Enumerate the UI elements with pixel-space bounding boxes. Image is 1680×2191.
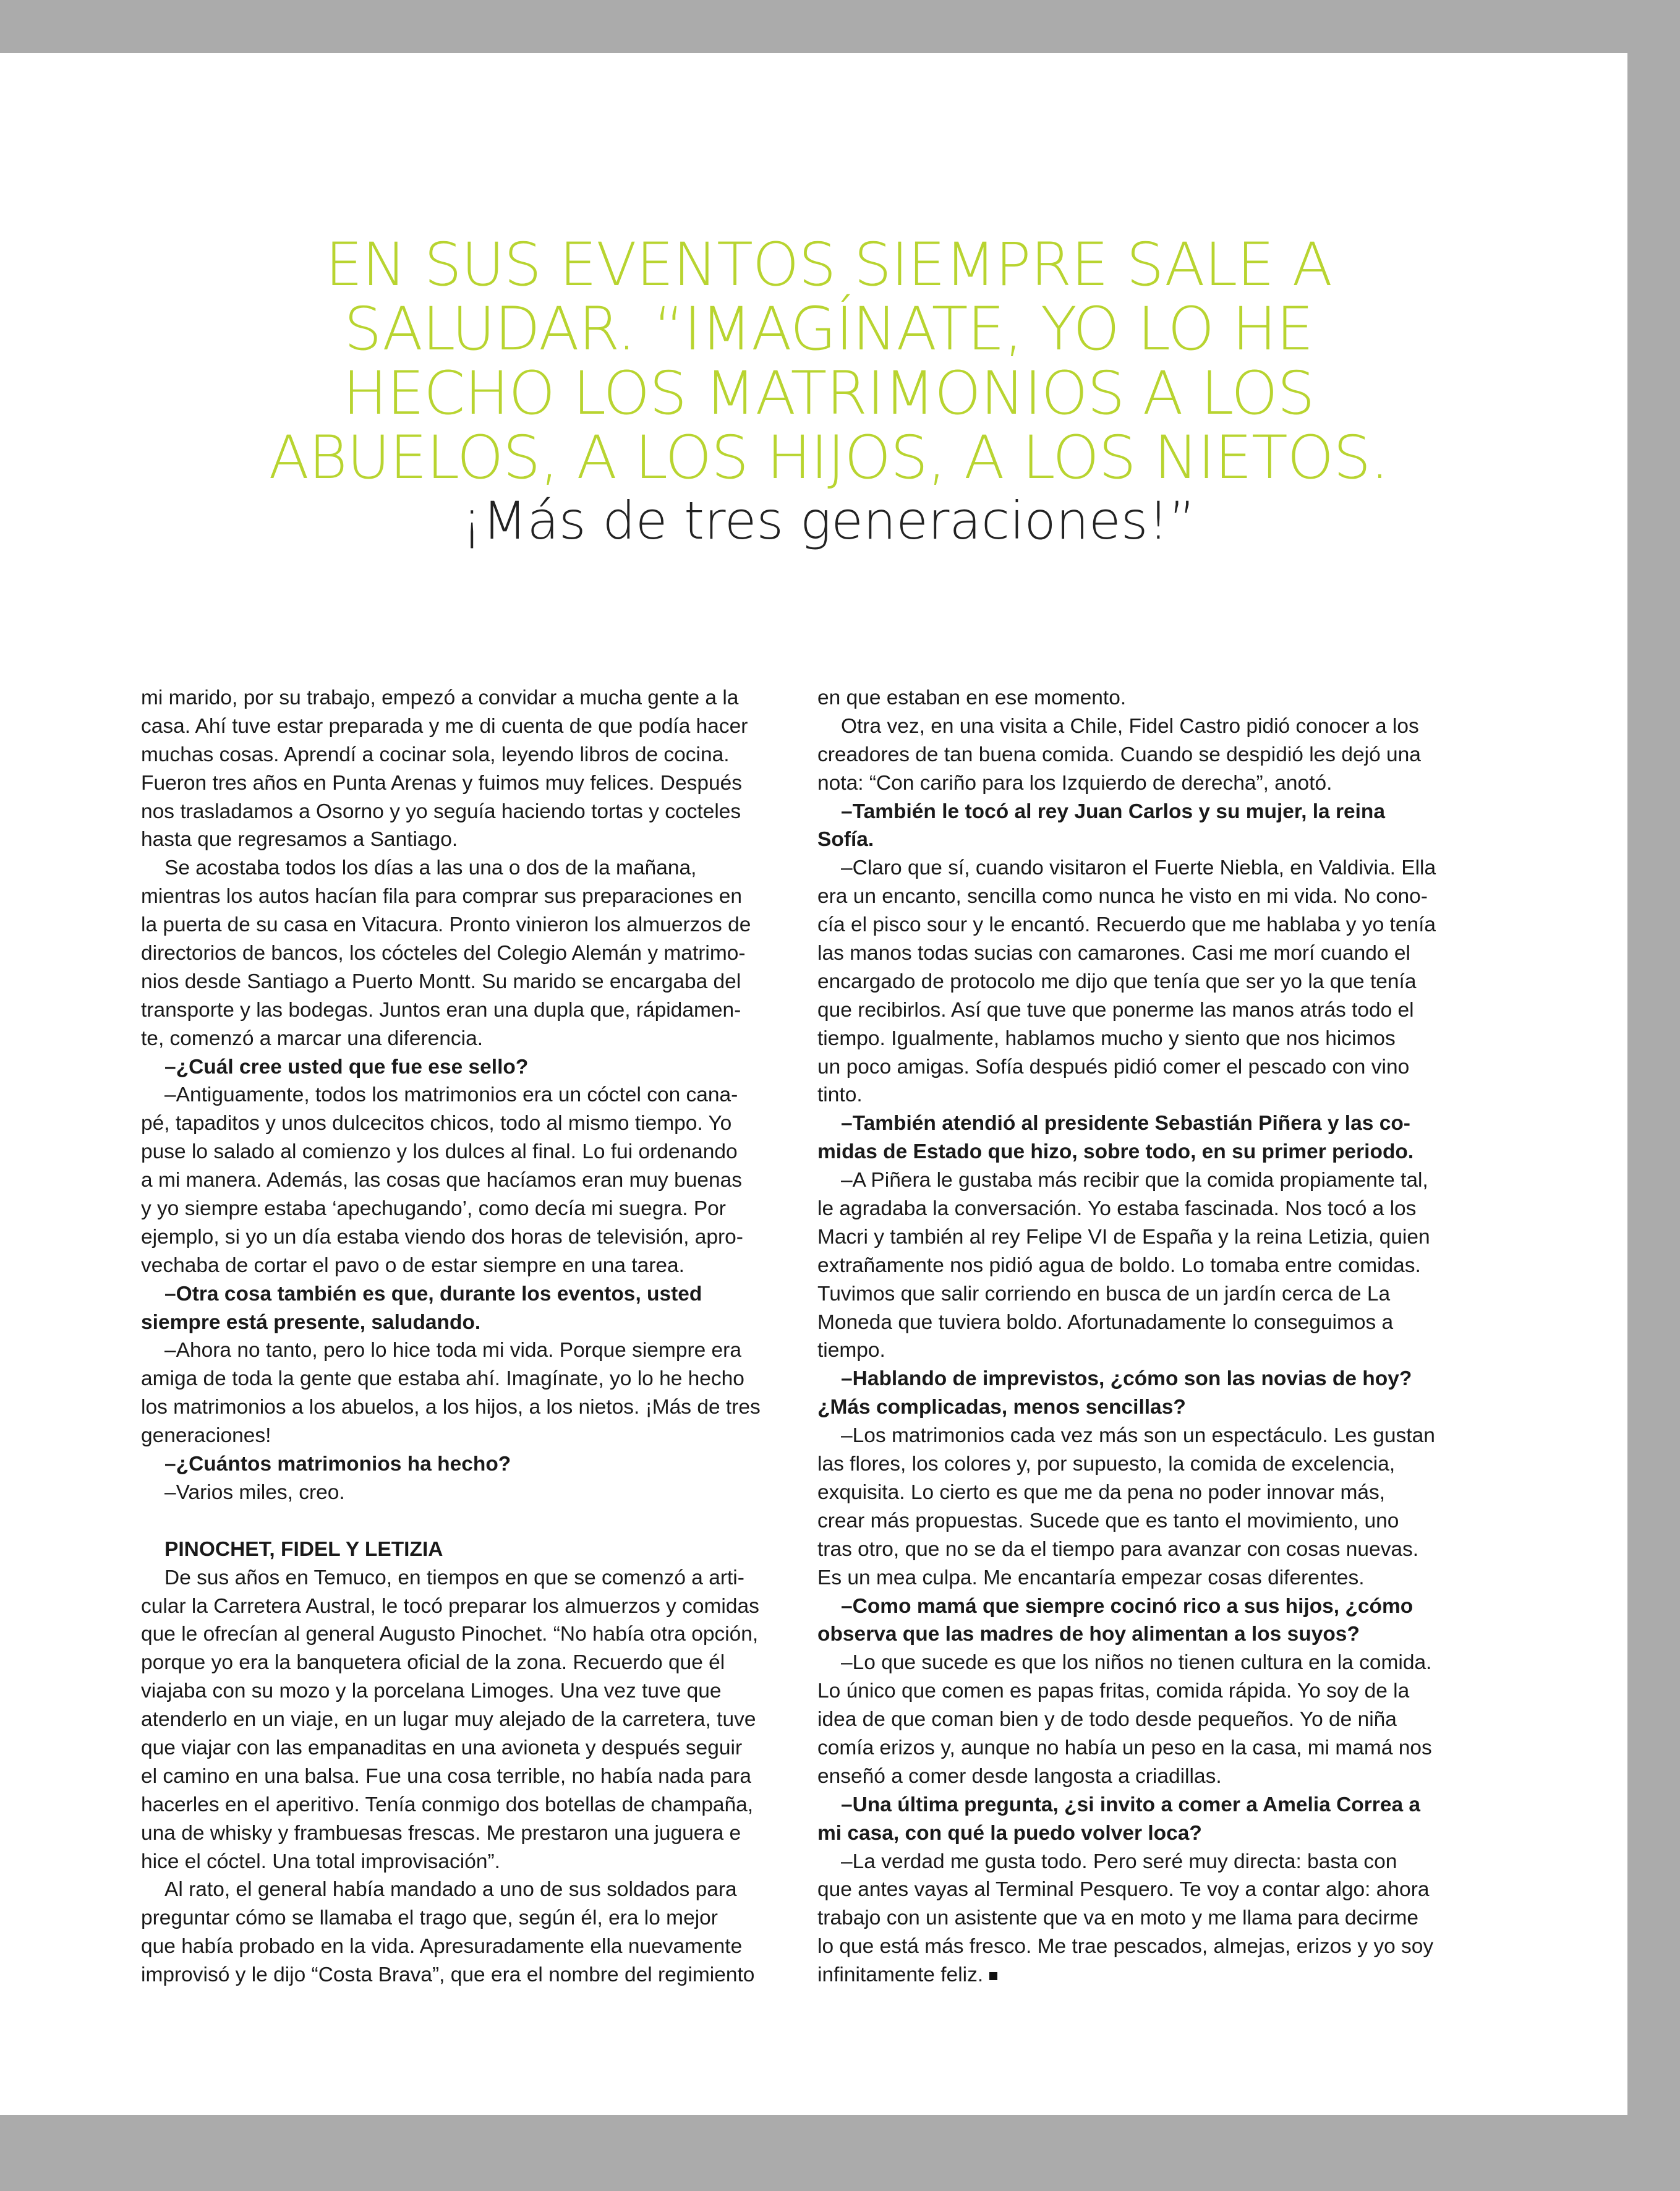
text-line: enseñó a comer desde langosta a criadillas. xyxy=(817,1764,1222,1788)
interview-question: ¿Más complicadas, menos sencillas? xyxy=(817,1396,1186,1419)
interview-question: mi casa, con qué la puedo volver loca? xyxy=(817,1821,1202,1845)
magazine-page xyxy=(0,53,1627,2115)
text-line: te, comenzó a marcar una diferencia. xyxy=(141,1027,484,1050)
text-line: Moneda que tuviera boldo. Afortunadamente lo conseguimos a xyxy=(817,1310,1394,1334)
text-line: hasta que regresamos a Santiago. xyxy=(141,828,458,852)
text-line: porque yo era la banquetera oficial de la zona. Recuerdo que él xyxy=(141,1651,725,1675)
interview-question: midas de Estado que hizo, sobre todo, en su primer periodo. xyxy=(817,1140,1414,1164)
text-line: comía erizos y, aunque no había un peso en la casa, mi mamá nos xyxy=(817,1736,1432,1759)
text-line: tiempo. Igualmente, hablamos mucho y siento que nos hicimos xyxy=(817,1027,1396,1050)
text-line: transporte y las bodegas. Juntos eran una dupla que, rápidamen- xyxy=(141,998,741,1022)
final-line-text: infinitamente feliz. xyxy=(817,1963,984,1987)
text-line: Se acostaba todos los días a las una o dos de la mañana, xyxy=(164,856,697,880)
text-line: las flores, los colores y, por supuesto, la comida de excelencia, xyxy=(817,1453,1396,1476)
text-line: que le ofrecían al general Augusto Pinochet. “No había otra opción, xyxy=(141,1623,759,1646)
text-line: en que estaban en ese momento. xyxy=(817,686,1127,709)
text-line: –Claro que sí, cuando visitaron el Fuerte Niebla, en Valdivia. Ella xyxy=(841,856,1436,880)
text-line: exquisita. Lo cierto es que me da pena no poder innovar más, xyxy=(817,1480,1386,1504)
text-line: –Varios miles, creo. xyxy=(164,1480,345,1504)
text-line: cular la Carretera Austral, le tocó preparar los almuerzos y comidas xyxy=(141,1594,759,1618)
text-line: mi marido, por su trabajo, empezó a convidar a mucha gente a la xyxy=(141,686,739,709)
text-line: –A Piñera le gustaba más recibir que la comida propiamente tal, xyxy=(841,1169,1428,1192)
text-line: encargado de protocolo me dijo que tenía que ser yo la que tenía xyxy=(817,970,1417,993)
interview-question: –Hablando de imprevistos, ¿cómo son las novias de hoy? xyxy=(841,1367,1412,1391)
text-line: tras otro, que no se da el tiempo para avanzar con cosas nuevas. xyxy=(817,1537,1419,1561)
text-line: mientras los autos hacían fila para comprar sus preparaciones en xyxy=(141,885,743,908)
text-line: pé, tapaditos y unos dulcecitos chicos, todo al mismo tiempo. Yo xyxy=(141,1112,732,1135)
text-line: atenderlo en un viaje, en un lugar muy alejado de la carretera, tuve xyxy=(141,1708,756,1732)
interview-question: siempre está presente, saludando. xyxy=(141,1310,481,1334)
pull-quote-closing: ¡Más de tres generaciones!” xyxy=(461,490,1196,551)
text-line: que había probado en la vida. Apresuradamente ella nuevamente xyxy=(141,1935,743,1958)
pull-quote-line: HECHO LOS MATRIMONIOS A LOS xyxy=(343,359,1315,428)
text-line: casa. Ahí tuve estar preparada y me di cuenta de que podía hacer xyxy=(141,714,748,738)
text-line: idea de que coman bien y de todo desde pequeños. Yo de niña xyxy=(817,1708,1397,1732)
final-line xyxy=(817,1961,1467,1989)
text-line: le agradaba la conversación. Yo estaba fascinada. Nos tocó a los xyxy=(817,1197,1417,1221)
text-line: que antes vayas al Terminal Pesquero. Te voy a contar algo: ahora xyxy=(817,1878,1430,1902)
pull-quote-line: EN SUS EVENTOS SIEMPRE SALE A xyxy=(325,230,1332,299)
pull-quote-line: ABUELOS, A LOS HIJOS, A LOS NIETOS. xyxy=(268,423,1389,492)
text-line: improvisó y le dijo “Costa Brava”, que era el nombre del regimiento xyxy=(141,1963,755,1987)
text-line: Tuvimos que salir corriendo en busca de un jardín cerca de La xyxy=(817,1282,1391,1305)
text-line: directorios de bancos, los cócteles del Colegio Alemán y matrimo- xyxy=(141,942,746,965)
end-of-article-mark xyxy=(989,1972,997,1980)
text-line: vechaba de cortar el pavo o de estar siempre en una tarea. xyxy=(141,1254,684,1277)
text-line: –La verdad me gusta todo. Pero seré muy directa: basta con xyxy=(841,1850,1397,1873)
text-line: –Los matrimonios cada vez más son un espectáculo. Les gustan xyxy=(841,1424,1435,1448)
interview-question: –Una última pregunta, ¿si invito a comer a Amelia Correa a xyxy=(841,1793,1421,1816)
text-line: los matrimonios a los abuelos, a los hijos, a los nietos. ¡Más de tres xyxy=(141,1396,761,1419)
text-line: las manos todas sucias con camarones. Casi me morí cuando el xyxy=(817,942,1410,965)
text-line: era un encanto, sencilla como nunca he visto en mi vida. No cono- xyxy=(817,885,1428,908)
text-line: ejemplo, si yo un día estaba viendo dos horas de televisión, apro- xyxy=(141,1225,743,1249)
interview-question: –¿Cuántos matrimonios ha hecho? xyxy=(164,1453,511,1476)
text-line: crear más propuestas. Sucede que es tanto el movimiento, uno xyxy=(817,1509,1399,1532)
text-line: trabajo con un asistente que va en moto y me llama para decirme xyxy=(817,1907,1419,1930)
paragraph-spacer xyxy=(141,1507,790,1535)
text-line: a mi manera. Además, las cosas que hacíamos eran muy buenas xyxy=(141,1169,743,1192)
pull-quote xyxy=(185,230,1472,552)
text-line: lo que está más fresco. Me trae pescados, almejas, erizos y yo soy xyxy=(817,1935,1434,1958)
text-line: tinto. xyxy=(817,1083,863,1107)
text-line: tiempo. xyxy=(817,1339,885,1362)
text-line: viajaba con su mozo y la porcelana Limoges. Una vez tuve que xyxy=(141,1680,722,1703)
interview-question: –También le tocó al rey Juan Carlos y su mujer, la reina xyxy=(841,800,1386,823)
text-line: extrañamente nos pidió agua de boldo. Lo tomaba entre comidas. xyxy=(817,1254,1421,1277)
text-line: una de whisky y frambuesas frescas. Me prestaron una juguera e xyxy=(141,1821,741,1845)
text-line: Al rato, el general había mandado a uno de sus soldados para xyxy=(164,1878,737,1902)
text-line: nos trasladamos a Osorno y yo seguía haciendo tortas y cocteles xyxy=(141,800,741,823)
text-line: cía el pisco sour y le encantó. Recuerdo que me hablaba y yo tenía xyxy=(817,913,1436,937)
text-line: Lo único que comen es papas fritas, comida rápida. Yo soy de la xyxy=(817,1680,1410,1703)
text-line: preguntar cómo se llamaba el trago que, según él, era lo mejor xyxy=(141,1907,718,1930)
text-line: nios desde Santiago a Puerto Montt. Su marido se encargaba del xyxy=(141,970,741,993)
article-column-right xyxy=(817,684,1467,1989)
text-line: que viajar con las empanaditas en una avioneta y después seguir xyxy=(141,1736,743,1759)
interview-question: –Otra cosa también es que, durante los eventos, usted xyxy=(164,1282,702,1305)
interview-question: –¿Cuál cree usted que fue ese sello? xyxy=(164,1055,529,1078)
text-line: hacerles en el aperitivo. Tenía conmigo dos botellas de champaña, xyxy=(141,1793,754,1816)
section-heading: PINOCHET, FIDEL Y LETIZIA xyxy=(164,1537,443,1561)
text-line: amiga de toda la gente que estaba ahí. Imagínate, yo lo he hecho xyxy=(141,1367,744,1391)
text-line: el camino en una balsa. Fue una cosa terrible, no había nada para xyxy=(141,1764,752,1788)
text-line: que recibirlos. Así que tuve que ponerme las manos atrás todo el xyxy=(817,998,1414,1022)
interview-question: –También atendió al presidente Sebastián Piñera y las co- xyxy=(841,1112,1410,1135)
interview-question: Sofía. xyxy=(817,828,874,852)
interview-question: –Como mamá que siempre cocinó rico a sus hijos, ¿cómo xyxy=(841,1594,1414,1618)
text-line: –Antiguamente, todos los matrimonios era un cóctel con cana- xyxy=(164,1083,738,1107)
interview-question: observa que las madres de hoy alimentan a los suyos? xyxy=(817,1623,1360,1646)
text-line: De sus años en Temuco, en tiempos en que se comenzó a arti- xyxy=(164,1566,744,1589)
text-line: nota: “Con cariño para los Izquierdo de derecha”, anotó. xyxy=(817,771,1332,795)
text-line: –Lo que sucede es que los niños no tienen cultura en la comida. xyxy=(841,1651,1432,1675)
text-line: Es un mea culpa. Me encantaría empezar cosas diferentes. xyxy=(817,1566,1365,1589)
text-line: generaciones! xyxy=(141,1424,271,1448)
pull-quote-line: SALUDAR. “IMAGÍNATE, YO LO HE xyxy=(344,294,1313,364)
text-line: Fueron tres años en Punta Arenas y fuimos muy felices. Después xyxy=(141,771,742,795)
text-line: puse lo salado al comienzo y los dulces al final. Lo fui ordenando xyxy=(141,1140,738,1164)
text-line: Otra vez, en una visita a Chile, Fidel Castro pidió conocer a los xyxy=(841,714,1419,738)
article-column-left xyxy=(141,684,790,1989)
text-line: –Ahora no tanto, pero lo hice toda mi vida. Porque siempre era xyxy=(164,1339,741,1362)
text-line: creadores de tan buena comida. Cuando se despidió les dejó una xyxy=(817,743,1421,766)
text-line: la puerta de su casa en Vitacura. Pronto vinieron los almuerzos de xyxy=(141,913,751,937)
text-line: muchas cosas. Aprendí a cocinar sola, leyendo libros de cocina. xyxy=(141,743,730,766)
text-line: Macri y también al rey Felipe VI de España y la reina Letizia, quien xyxy=(817,1225,1430,1249)
text-line: hice el cóctel. Una total improvisación”. xyxy=(141,1850,500,1873)
text-line: un poco amigas. Sofía después pidió comer el pescado con vino xyxy=(817,1055,1410,1078)
text-line: y yo siempre estaba ‘apechugando’, como decía mi suegra. Por xyxy=(141,1197,726,1221)
